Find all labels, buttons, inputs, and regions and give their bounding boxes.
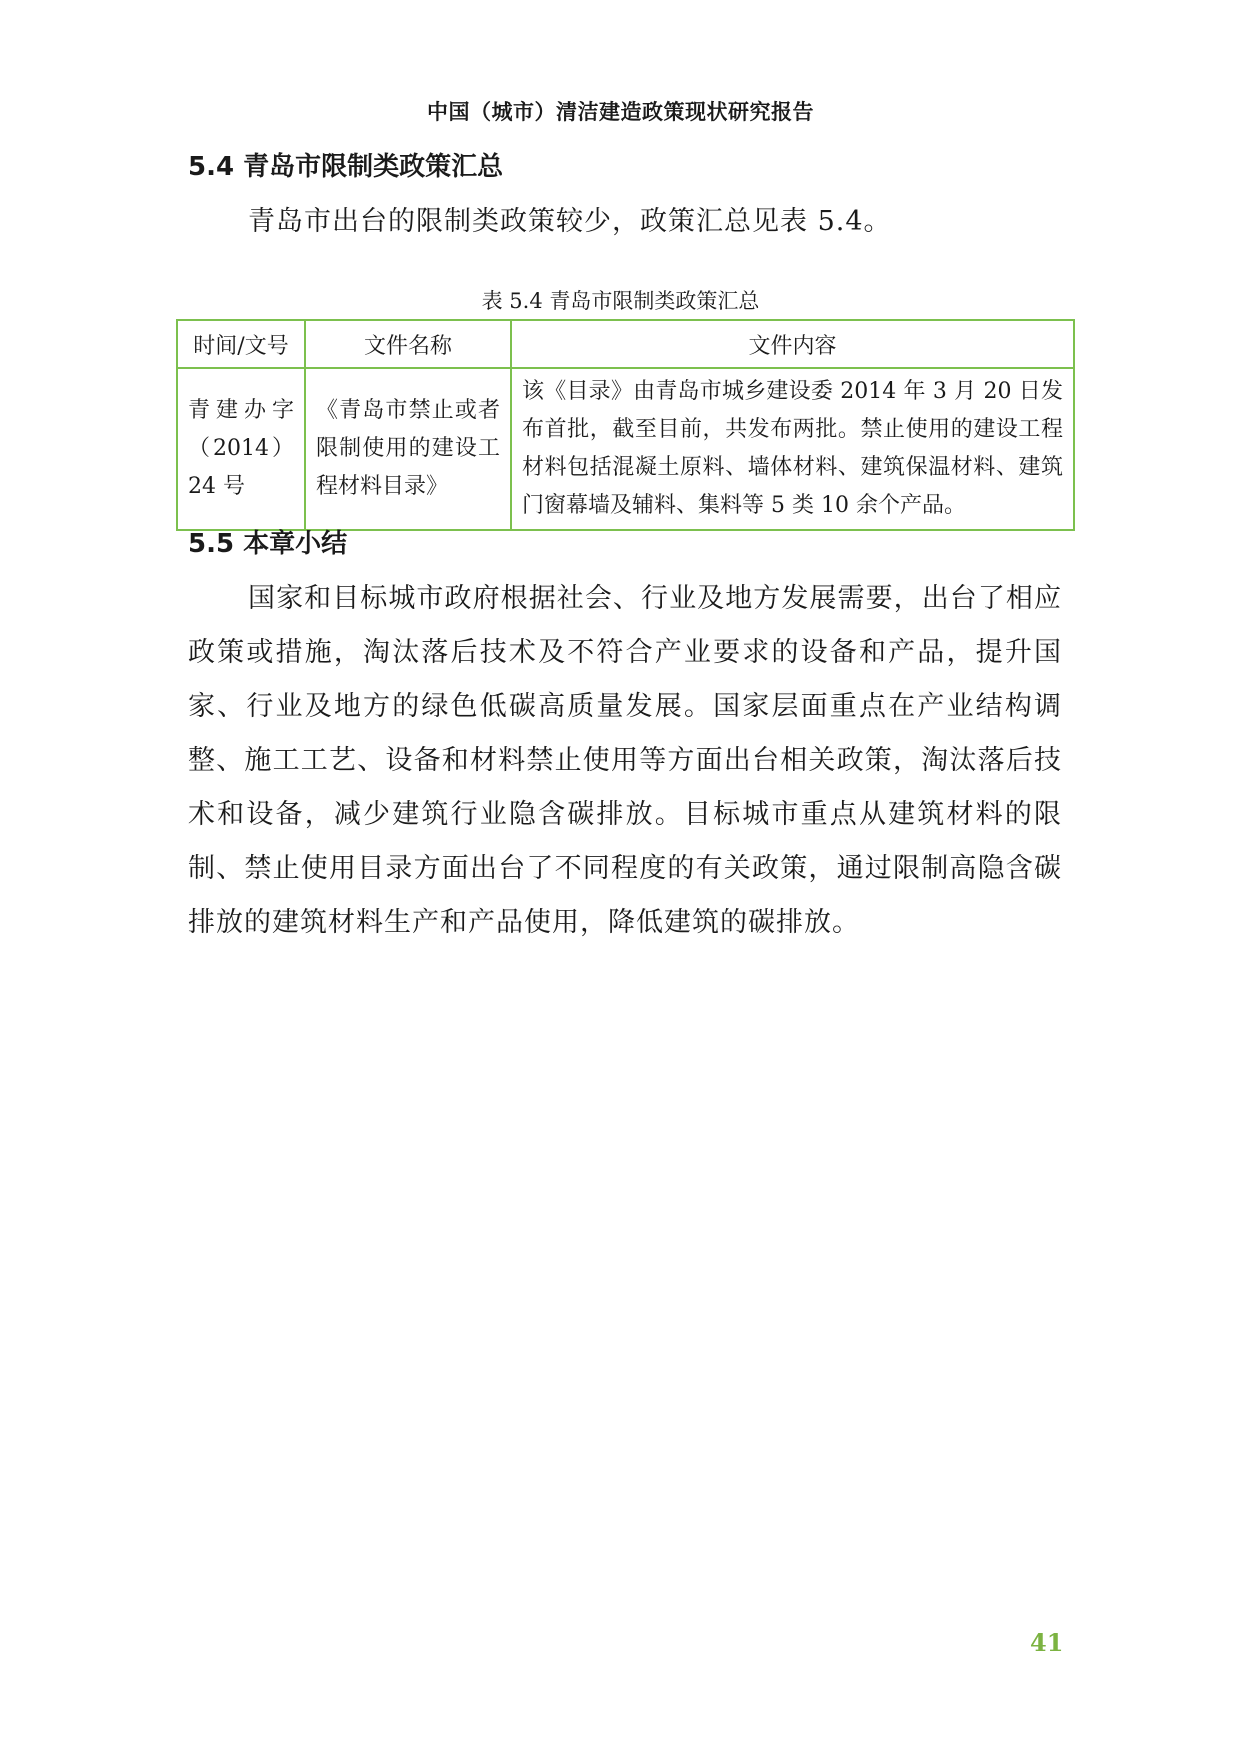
- section-heading-5-4: 5.4 青岛市限制类政策汇总: [188, 152, 504, 182]
- column-header-content: 文件内容: [511, 320, 1074, 368]
- cell-content: 该《目录》由青岛市城乡建设委 2014 年 3 月 20 日发布首批，截至目前，共发布两批。禁止使用的建设工程材料包括混凝土原料、墙体材料、建筑保温材料、建筑门窗幕墙及辅料、集料等 5 类 10 余个产品。: [511, 368, 1074, 530]
- section-5-5-body: 国家和目标城市政府根据社会、行业及地方发展需要，出台了相应政策或措施，淘汰落后技术及不符合产业要求的设备和产品，提升国家、行业及地方的绿色低碳高质量发展。国家层面重点在产业结构调整、施工工艺、设备和材料禁止使用等方面出台相关政策，淘汰落后技术和设备，减少建筑行业隐含碳排放。目标城市重点从建筑材料的限制、禁止使用目录方面出台了不同程度的有关政策，通过限制高隐含碳排放的建筑材料生产和产品使用，降低建筑的碳排放。: [188, 583, 1062, 938]
- policy-table: [176, 319, 1075, 531]
- section-5-4-intro: 青岛市出台的限制类政策较少，政策汇总见表 5.4。: [248, 206, 892, 237]
- section-heading-5-5: 5.5 本章小结: [188, 529, 348, 559]
- cell-title: 《青岛市禁止或者限制使用的建设工程材料目录》: [305, 368, 511, 530]
- page-number: 41: [1030, 1628, 1064, 1657]
- table-row: [177, 368, 1074, 530]
- cell-doc-number: 青建办字（2014）24 号: [177, 368, 305, 530]
- column-header-doc-number: 时间/文号: [177, 320, 305, 368]
- column-header-title: 文件名称: [305, 320, 511, 368]
- document-header: 中国（城市）清洁建造政策现状研究报告: [427, 100, 814, 124]
- table-caption: 表 5.4 青岛市限制类政策汇总: [481, 289, 760, 313]
- table-header-row: [177, 320, 1074, 368]
